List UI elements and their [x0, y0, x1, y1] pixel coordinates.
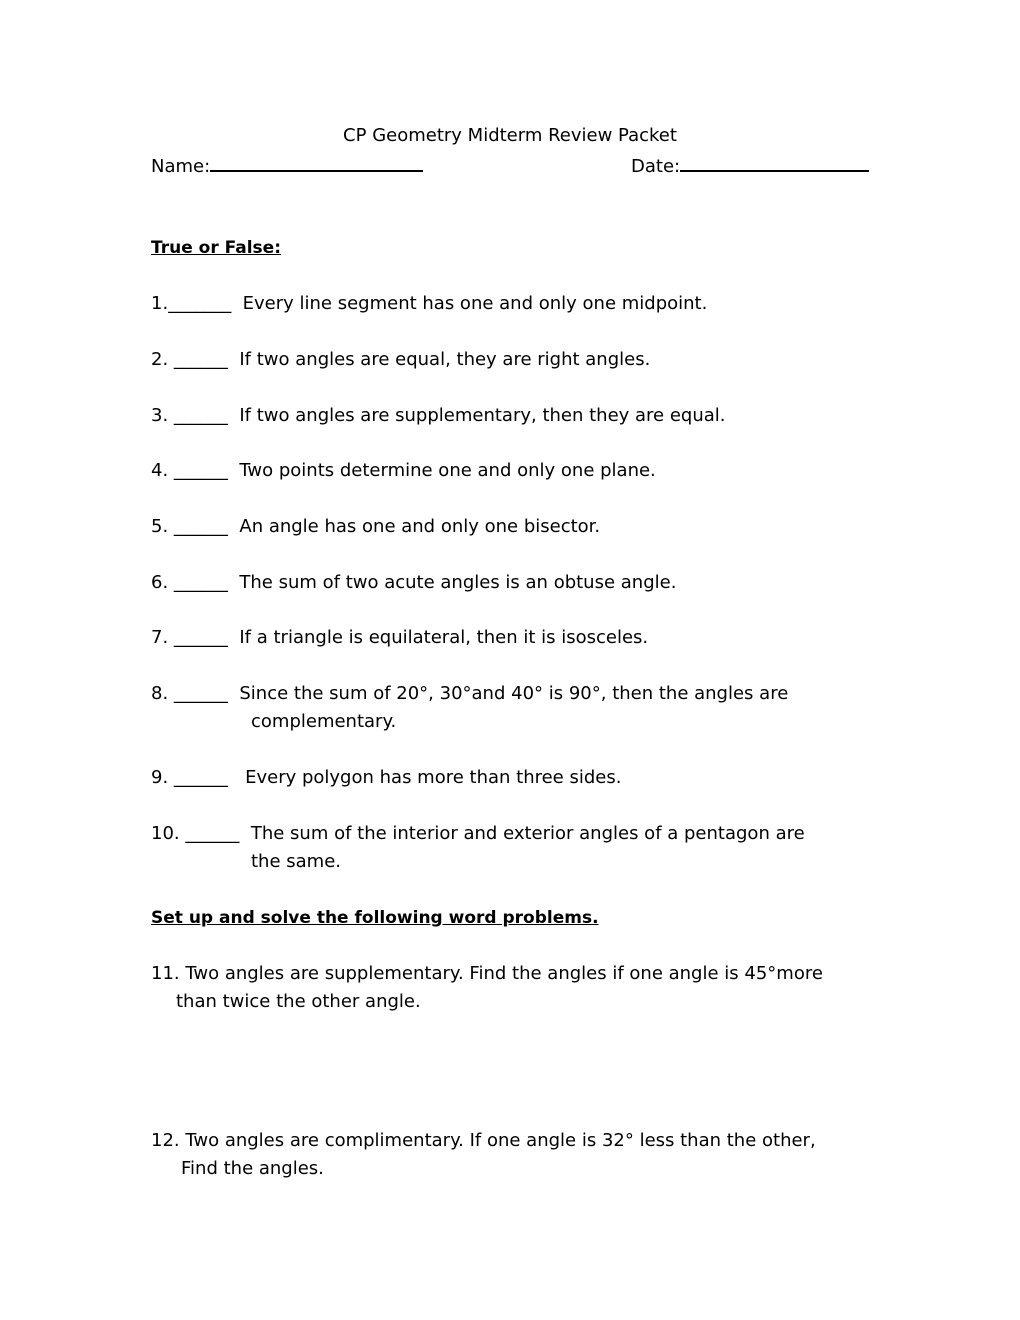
- question-item: [151, 348, 650, 372]
- question-text: Every polygon has more than three sides.: [245, 767, 622, 788]
- question-item: [151, 822, 805, 846]
- question-item: [151, 292, 707, 316]
- date-field[interactable]: [631, 152, 869, 179]
- date-label: Date:: [631, 156, 681, 177]
- question-item: [151, 766, 621, 790]
- question-number: 6.: [151, 572, 169, 593]
- question-text: The sum of two acute angles is an obtuse angle.: [239, 572, 677, 593]
- word-problem-text: 11. Two angles are supplementary. Find the angles if one angle is 45°more: [151, 963, 823, 984]
- answer-blank[interactable]: ______: [173, 572, 228, 593]
- question-text: Since the sum of 20°, 30°and 40° is 90°, then the angles are: [239, 683, 789, 704]
- question-number: 3.: [151, 405, 169, 426]
- answer-blank[interactable]: ______: [173, 683, 228, 704]
- word-problems-heading: Set up and solve the following word problems.: [151, 908, 599, 928]
- question-number: 8.: [151, 683, 169, 704]
- question-item: [151, 404, 726, 428]
- answer-blank[interactable]: ______: [173, 516, 228, 537]
- question-text: The sum of the interior and exterior angles of a pentagon are: [250, 823, 805, 844]
- question-number: 1.: [151, 293, 169, 314]
- page-title: CP Geometry Midterm Review Packet: [343, 125, 677, 146]
- question-number: 2.: [151, 349, 169, 370]
- answer-blank[interactable]: _______: [168, 293, 232, 314]
- question-text: Every line segment has one and only one midpoint.: [242, 293, 708, 314]
- question-number: 10.: [151, 823, 180, 844]
- true-false-heading: True or False:: [151, 238, 282, 258]
- question-text: An angle has one and only one bisector.: [239, 516, 601, 537]
- name-label: Name:: [151, 156, 211, 177]
- question-number: 7.: [151, 627, 169, 648]
- question-text-continued: complementary.: [251, 711, 397, 732]
- question-item: [151, 682, 788, 706]
- word-problem-text-continued: than twice the other angle.: [176, 991, 421, 1012]
- question-text: If two angles are supplementary, then they are equal.: [239, 405, 726, 426]
- question-item: [151, 571, 676, 595]
- question-item: [151, 515, 600, 539]
- question-text-continued: the same.: [251, 851, 341, 872]
- word-problem-text-continued: Find the angles.: [181, 1158, 324, 1179]
- question-number: 9.: [151, 767, 169, 788]
- question-item: [151, 459, 656, 483]
- question-number: 5.: [151, 516, 169, 537]
- question-text: If a triangle is equilateral, then it is isosceles.: [239, 627, 649, 648]
- answer-blank[interactable]: ______: [185, 823, 240, 844]
- answer-blank[interactable]: ______: [173, 349, 228, 370]
- date-blank[interactable]: [680, 152, 869, 172]
- answer-blank[interactable]: ______: [173, 405, 228, 426]
- answer-blank[interactable]: ______: [173, 767, 228, 788]
- name-field[interactable]: [151, 152, 423, 179]
- name-blank[interactable]: [210, 152, 423, 172]
- word-problem-text: 12. Two angles are complimentary. If one angle is 32° less than the other,: [151, 1130, 816, 1151]
- question-text: If two angles are equal, they are right angles.: [239, 349, 651, 370]
- question-text: Two points determine one and only one plane.: [239, 460, 656, 481]
- answer-blank[interactable]: ______: [173, 460, 228, 481]
- answer-blank[interactable]: ______: [173, 627, 228, 648]
- question-item: [151, 626, 648, 650]
- question-number: 4.: [151, 460, 169, 481]
